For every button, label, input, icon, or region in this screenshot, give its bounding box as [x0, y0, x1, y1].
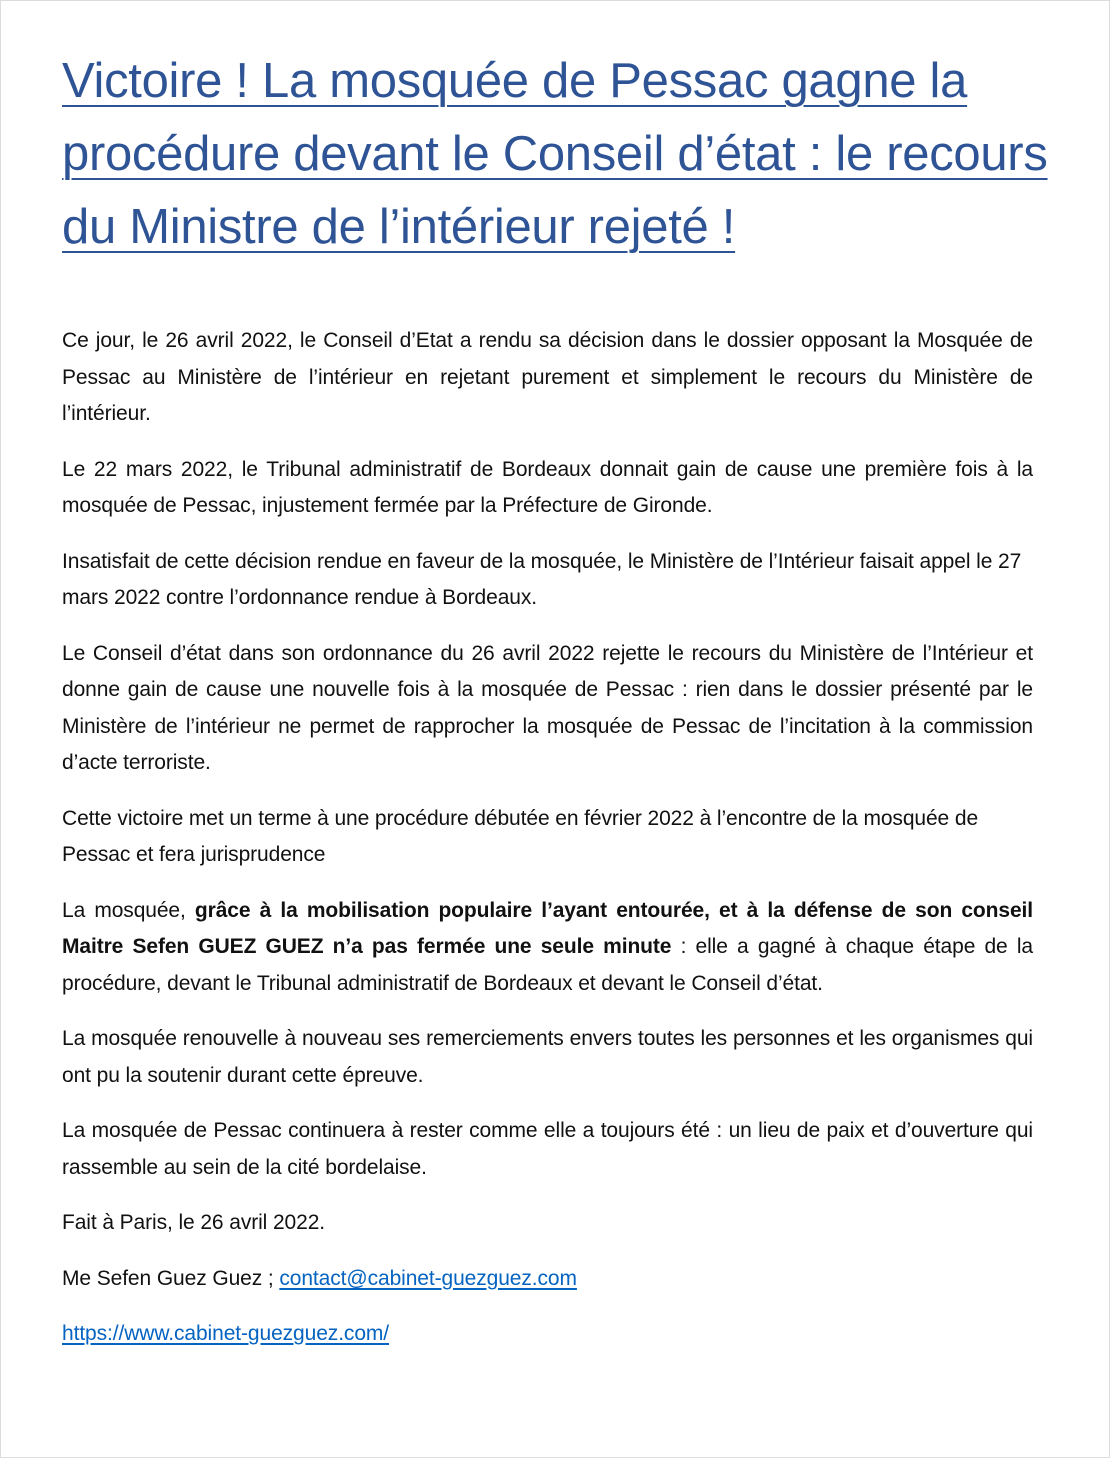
website-link[interactable]: https://www.cabinet-guezguez.com/	[62, 1322, 390, 1345]
paragraph-decision: Ce jour, le 26 avril 2022, le Conseil d’Etat a rendu sa décision dans le dossier opposant la Mosquée de Pessac au Ministère de l’intérieur en rejetant purement et simplement le recours du Ministère de l’intérieur.	[62, 329, 1033, 425]
paragraph-appeal: Insatisfait de cette décision rendue en faveur de la mosquée, le Ministère de l’Intérieur faisait appel le 27 mars 2022 contre l’ordonnance rendue à Bordeaux.	[62, 549, 1022, 609]
website-line	[62, 1316, 1033, 1353]
signature-line	[62, 1261, 1033, 1298]
document-title[interactable]: Victoire ! La mosquée de Pessac gagne la procédure devant le Conseil d’état : le recours du Ministre de l’intérieur rejeté !	[62, 54, 1048, 254]
paragraph-thanks: La mosquée renouvelle à nouveau ses remerciements envers toutes les personnes et les organismes qui ont pu la soutenir durant cette épreuve.	[62, 1027, 1033, 1087]
document-body	[62, 323, 1033, 1372]
paragraph-mobilisation-rest: : elle a gagné à chaque étape de la procédure, devant le Tribunal administratif de Bordeaux et devant le Conseil d’état.	[62, 935, 1033, 995]
paragraph-mobilisation-bold: grâce à la mobilisation populaire l’ayant entourée, et à la défense de son conseil Maitre Sefen GUEZ GUEZ n’a pas fermée une seule minute	[62, 898, 1033, 958]
paragraph-ordonnance: Le Conseil d’état dans son ordonnance du 26 avril 2022 rejette le recours du Ministère de l’Intérieur et donne gain de cause une nouvelle fois à la mosquée de Pessac : rien dans le dossier présenté par le Ministère de l’intérieur ne permet de rapprocher la mosquée de Pessac de l’incitation à la commission d’acte terroriste.	[62, 641, 1033, 774]
paragraph-tribunal: Le 22 mars 2022, le Tribunal administratif de Bordeaux donnait gain de cause une première fois à la mosquée de Pessac, injustement fermée par la Préfecture de Gironde.	[62, 457, 1033, 517]
paragraph-mobilisation-intro: La mosquée,	[62, 898, 195, 922]
paragraph-victory: Cette victoire met un terme à une procédure débutée en février 2022 à l’encontre de la mosquée de Pessac et fera jurisprudence	[62, 806, 979, 866]
paragraph-place-date: Fait à Paris, le 26 avril 2022.	[62, 1211, 326, 1234]
signature-name: Me Sefen Guez Guez ;	[62, 1266, 280, 1290]
paragraph-continuation: La mosquée de Pessac continuera à rester comme elle a toujours été : un lieu de paix et d’ouverture qui rassemble au sein de la cité bordelaise.	[62, 1119, 1033, 1179]
paragraph-mobilisation	[62, 893, 1033, 1003]
email-link[interactable]: contact@cabinet-guezguez.com	[279, 1266, 577, 1290]
